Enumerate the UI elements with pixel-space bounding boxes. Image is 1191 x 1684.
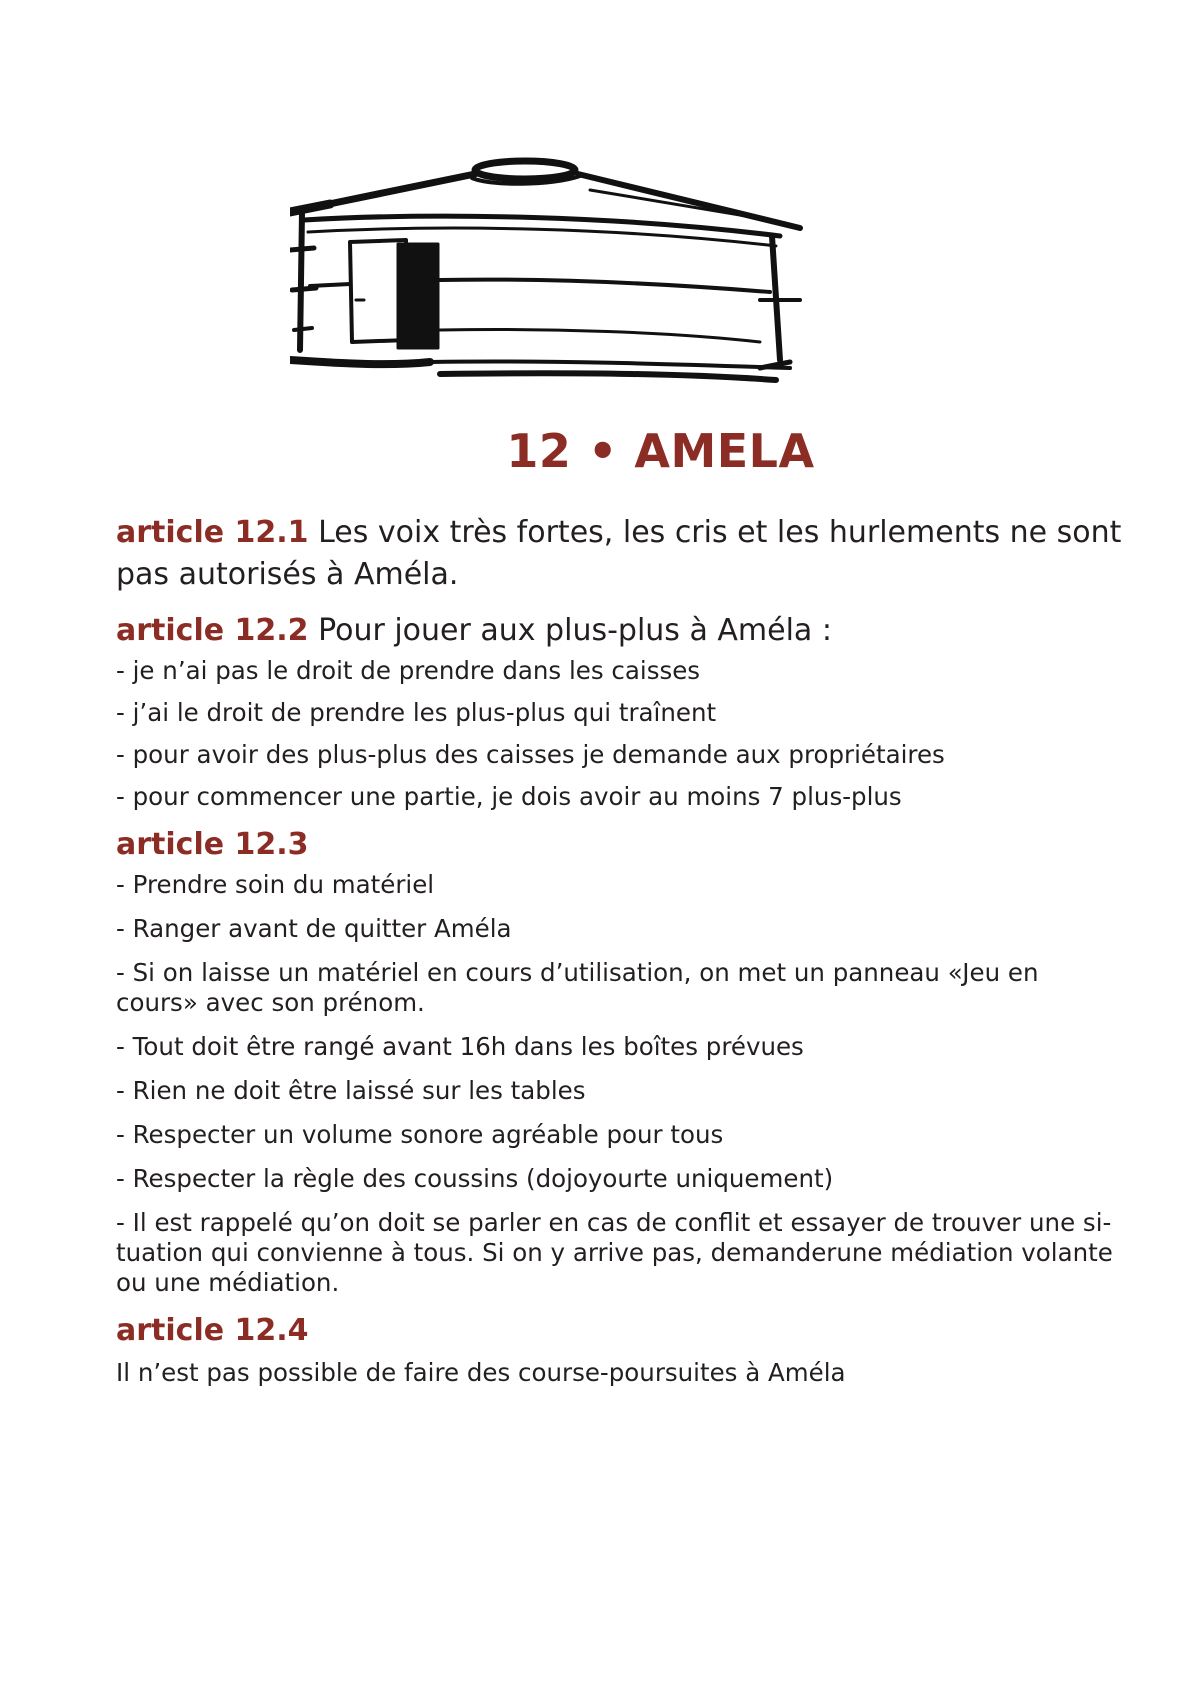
article-12-4 (116, 1310, 1126, 1388)
list-item: - Rien ne doit être laissé sur les tables (116, 1076, 586, 1105)
article-intro: Pour jouer aux plus-plus à Améla : (308, 613, 832, 648)
list-item: - Respecter la règle des coussins (dojoyourte uniquement) (116, 1164, 834, 1193)
article-12-3 (116, 824, 1126, 1298)
article-label: article 12.4 (116, 1313, 309, 1348)
list-item: - pour avoir des plus-plus des caisses je demande aux propriétaires (116, 740, 945, 769)
list-item: - Il est rappelé qu’on doit se parler en cas de conflit et essayer de trouver une si-tuation qui convienne à tous. Si on y arrive pas, demanderune médiation volante ou une médiation. (116, 1208, 1113, 1297)
article-label: article 12.1 (116, 515, 309, 550)
list-item: - Tout doit être rangé avant 16h dans les boîtes prévues (116, 1032, 804, 1061)
article-12-1 (116, 512, 1126, 596)
article-12-2 (116, 610, 1126, 812)
list-item: - Ranger avant de quitter Améla (116, 914, 512, 943)
article-heading (116, 512, 1126, 596)
list-item: - Si on laisse un matériel en cours d’utilisation, on met un panneau «Jeu en cours» avec son prénom. (116, 958, 1039, 1017)
rules-content (116, 512, 1126, 1388)
page-title: 12 • AMELA (506, 424, 815, 478)
list-item: - je n’ai pas le droit de prendre dans les caisses (116, 656, 701, 685)
article-heading (116, 610, 1126, 652)
list-item: Il n’est pas possible de faire des course-poursuites à Améla (116, 1358, 846, 1387)
article-intro: Les voix très fortes, les cris et les hurlements ne sont pas autorisés à Améla. (116, 515, 1122, 592)
list-item: - Prendre soin du matériel (116, 870, 435, 899)
list-item: - Respecter un volume sonore agréable pour tous (116, 1120, 724, 1149)
article-heading (116, 824, 1126, 866)
article-label: article 12.2 (116, 613, 309, 648)
yurt-icon (290, 150, 850, 410)
list-item: - pour commencer une partie, je dois avoir au moins 7 plus-plus (116, 782, 902, 811)
article-label: article 12.3 (116, 827, 309, 862)
article-heading (116, 1310, 1126, 1352)
list-item: - j’ai le droit de prendre les plus-plus qui traînent (116, 698, 717, 727)
